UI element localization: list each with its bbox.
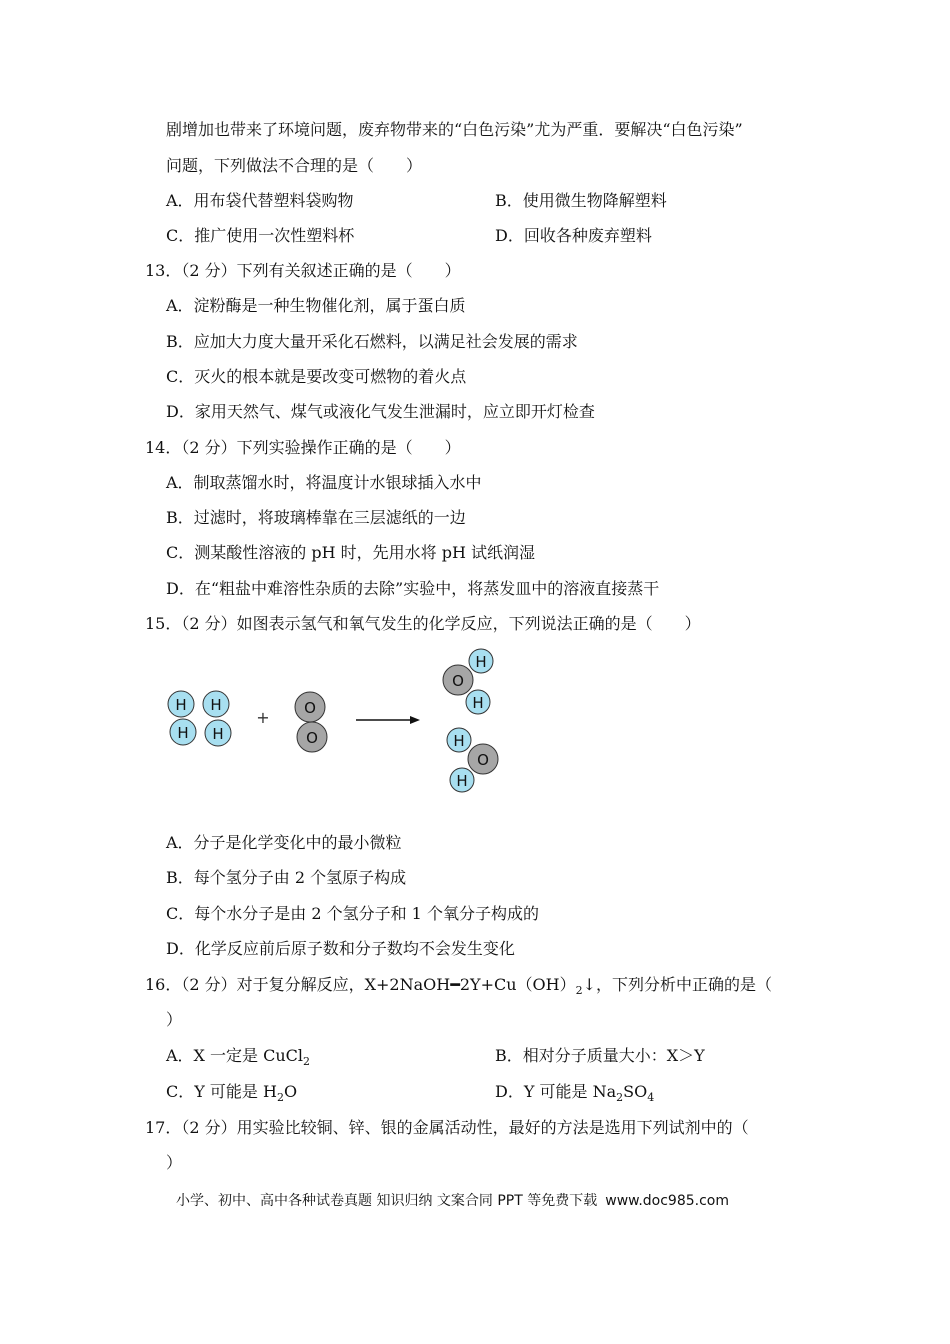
reaction-diagram [160, 645, 510, 800]
q14-option-a[interactable]: A．制取蒸馏水时，将温度计水银球插入水中 [166, 473, 482, 492]
q12-option-c[interactable]: C．推广使用一次性塑料杯 [166, 226, 355, 245]
water-molecule [447, 728, 498, 792]
q16-option-a[interactable] [166, 1046, 310, 1072]
q16-stem-part: ↓，下列分析中正确的是（ [582, 975, 773, 994]
q16-option-d-text: SO [623, 1082, 648, 1101]
q16-option-c-text: O [283, 1082, 298, 1101]
hydrogen-atom-label: H [453, 732, 465, 750]
hydrogen-atom-label: H [212, 725, 224, 743]
q16-stem-continued: ） [166, 1010, 183, 1029]
hydrogen-molecule [203, 691, 231, 746]
q16-option-c-text: C．Y 可能是 H [166, 1082, 277, 1101]
q14-option-c[interactable]: C．测某酸性溶液的 pH 时，先用水将 pH 试纸润湿 [166, 543, 535, 562]
subscript: 2 [575, 984, 583, 998]
subscript: 2 [276, 1091, 284, 1105]
q16-option-b[interactable]: B．相对分子质量大小：X＞Y [495, 1046, 705, 1065]
q15-option-d[interactable]: D．化学反应前后原子数和分子数均不会发生变化 [166, 939, 515, 958]
q16-option-d[interactable] [495, 1082, 654, 1108]
q13-option-b[interactable]: B．应加大力度大量开采化石燃料，以满足社会发展的需求 [166, 332, 578, 351]
page-footer [176, 1190, 729, 1210]
q16-stem [145, 975, 772, 1001]
water-molecule [443, 649, 493, 714]
oxygen-atom-label: O [304, 699, 316, 717]
hydrogen-molecule [168, 691, 196, 745]
footer-text: 小学、初中、高中各种试卷真题 知识归纳 文案合同 PPT 等免费下载 [176, 1193, 598, 1209]
subscript: 4 [647, 1091, 655, 1105]
q12-stem-continued-2: 问题，下列做法不合理的是（ ） [166, 156, 423, 175]
q15-option-b[interactable]: B．每个氢分子由 2 个氢原子构成 [166, 868, 407, 887]
q12-option-b[interactable]: B．使用微生物降解塑料 [495, 191, 667, 210]
q13-option-a[interactable]: A．淀粉酶是一种生物催化剂，属于蛋白质 [166, 296, 466, 315]
q12-option-a[interactable]: A．用布袋代替塑料袋购物 [166, 191, 354, 210]
q12-stem-continued-1: 剧增加也带来了环境问题，废弃物带来的“白色污染”尤为严重．要解决“白色污染” [166, 120, 743, 139]
reaction-arrow-icon [356, 716, 420, 724]
q15-stem: 15．（2 分）如图表示氢气和氧气发生的化学反应，下列说法正确的是（ ） [145, 614, 701, 633]
plus-sign: + [256, 708, 270, 727]
subscript: 2 [616, 1091, 624, 1105]
q12-option-d[interactable]: D．回收各种废弃塑料 [495, 226, 652, 245]
hydrogen-atom-label: H [475, 653, 487, 671]
q14-option-d[interactable]: D．在“粗盐中难溶性杂质的去除”实验中，将蒸发皿中的溶液直接蒸干 [166, 579, 660, 598]
q17-stem-continued: ） [166, 1153, 183, 1172]
q16-option-a-text: A．X 一定是 CuCl [166, 1046, 304, 1065]
oxygen-atom-label: O [452, 672, 464, 690]
q15-option-a[interactable]: A．分子是化学变化中的最小微粒 [166, 833, 402, 852]
q14-stem: 14．（2 分）下列实验操作正确的是（ ） [145, 438, 461, 457]
subscript: 2 [303, 1055, 311, 1069]
oxygen-molecule [295, 692, 327, 752]
footer-link[interactable]: www.doc985.com [605, 1193, 729, 1209]
hydrogen-atom-label: H [456, 772, 468, 790]
q16-stem-part: 16．（2 分）对于复分解反应，X+2NaOH━2Y+Cu（OH） [145, 975, 576, 994]
q13-option-d[interactable]: D．家用天然气、煤气或液化气发生泄漏时，应立即开灯检查 [166, 402, 595, 421]
q13-stem: 13．（2 分）下列有关叙述正确的是（ ） [145, 261, 461, 280]
q13-option-c[interactable]: C．灭火的根本就是要改变可燃物的着火点 [166, 367, 467, 386]
q17-stem: 17．（2 分）用实验比较铜、锌、银的金属活动性，最好的方法是选用下列试剂中的（ [145, 1118, 749, 1137]
q16-option-c[interactable] [166, 1082, 297, 1108]
q16-option-d-text: D．Y 可能是 Na [495, 1082, 617, 1101]
hydrogen-atom-label: H [175, 696, 187, 714]
q15-option-c[interactable]: C．每个水分子是由 2 个氢分子和 1 个氧分子构成的 [166, 904, 539, 923]
q14-option-b[interactable]: B．过滤时，将玻璃棒靠在三层滤纸的一边 [166, 508, 466, 527]
hydrogen-atom-label: H [177, 724, 189, 742]
hydrogen-atom-label: H [472, 694, 484, 712]
oxygen-atom-label: O [477, 751, 489, 769]
oxygen-atom-label: O [306, 729, 318, 747]
hydrogen-atom-label: H [210, 696, 222, 714]
